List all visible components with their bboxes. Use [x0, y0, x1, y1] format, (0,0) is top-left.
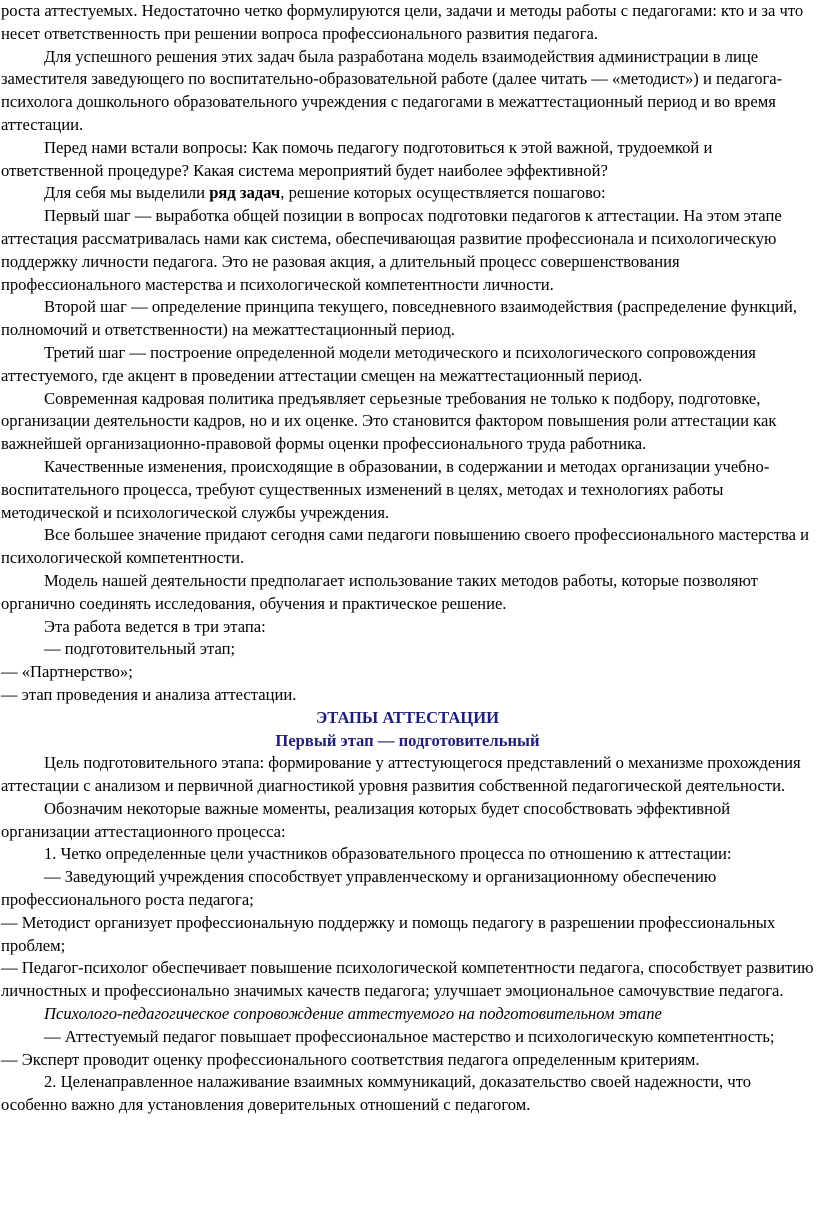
list-item: — Аттестуемый педагог повышает профессиональное мастерство и психологическую компетентность; — [44, 1026, 775, 1046]
subsection-heading: Первый этап — подготовительный — [275, 730, 540, 750]
paragraph: роста аттестуемых. Недостаточно четко формулируются цели, задачи и методы работы с педагогами: кто и за что несет ответственность при решении вопроса профессионального развития педагога. — [1, 1, 804, 43]
paragraph: Цель подготовительного этапа: формирование у аттестующегося представлений о механизме прохождения аттестации с анализом и первичной диагностикой уровня развития собственной педагогической деятельности. — [1, 753, 801, 796]
list-item: — «Партнерство»; — [1, 662, 133, 682]
bold-text: ряд задач — [209, 183, 281, 203]
paragraph: Модель нашей деятельности предполагает использование таких методов работы, которые позволяют органично соединять исследования, обучения и практическое решение. — [1, 570, 758, 613]
text: Для себя мы выделили — [44, 183, 210, 203]
paragraph: Перед нами встали вопросы: Как помочь педагогу подготовиться к этой важной, трудоемкой и ответственной процедуре? Какая система мероприятий будет наиболее эффективной? — [1, 137, 713, 180]
text: , решение которых осуществляется пошагово: — [280, 183, 606, 203]
list-item: — Педагог-психолог обеспечивает повышение психологической компетентности педагога, способствует развитию личностных и профессионально значимых качеств педагога; улучшает эмоциональное самочувствие педагога. — [1, 958, 814, 1001]
paragraph: Первый шаг — выработка общей позиции в вопросах подготовки педагогов к аттестации. На этом этапе аттестация рассматривалась нами как система, обеспечивающая развитие профессионала и психологическую поддержку личности педагога. Это не разовая акция, а длительный процесс совершенствования профессионального мастерства и психологической компетентности личности. — [1, 206, 782, 294]
paragraph: Качественные изменения, происходящие в образовании, в содержании и методах организации учебно-воспитательного процесса, требуют существенных изменений в целях, методах и технологиях работы методической и психологической службы учреждения. — [1, 456, 770, 522]
paragraph: Современная кадровая политика предъявляет серьезные требования не только к подбору, подготовке, организации деятельности кадров, но и их оценке. Это становится фактором повышения роли аттестации как важнейшей организационно-правовой формы оценки профессионального труда работника. — [1, 388, 777, 454]
paragraph: Обозначим некоторые важные моменты, реализация которых будет способствовать эффективной организации аттестационного процесса: — [1, 798, 731, 841]
list-item: — Методист организует профессиональную поддержку и помощь педагогу в разрешении профессиональных проблем; — [1, 912, 776, 955]
paragraph: Для успешного решения этих задач была разработана модель взаимодействия администрации в лице заместителя заведующего по воспитательно-образовательной работе (далее читать — «методист») и педагога-психолога дошкольного образовательного учреждения с педагогами в межаттестационный период и во время аттестации. — [1, 46, 783, 134]
paragraph: Все большее значение придают сегодня сами педагоги повышению своего профессионального мастерства и психологической компетентности. — [1, 525, 810, 568]
paragraph: Эта работа ведется в три этапа: — [44, 616, 266, 636]
list-item: — Заведующий учреждения способствует управленческому и организационному обеспечению профессионального роста педагога; — [1, 867, 717, 910]
paragraph: 1. Четко определенные цели участников образовательного процесса по отношению к аттестации: — [44, 844, 732, 864]
paragraph-tasks — [1, 182, 814, 205]
list-item: — Эксперт проводит оценку профессионального соответствия педагога определенным критериям. — [1, 1049, 700, 1069]
list-item: — подготовительный этап; — [44, 639, 236, 659]
italic-heading: Психолого-педагогическое сопровождение аттестуемого на подготовительном этапе — [44, 1004, 662, 1024]
list-item: — этап проведения и анализа аттестации. — [1, 684, 297, 704]
paragraph: 2. Целенаправленное налаживание взаимных коммуникаций, доказательство своей надежности, что особенно важно для установления доверительных отношений с педагогом. — [1, 1072, 752, 1115]
paragraph: Второй шаг — определение принципа текущего, повседневного взаимодействия (распределение функций, полномочий и ответственности) на межаттестационный период. — [1, 297, 798, 340]
section-heading: ЭТАПЫ АТТЕСТАЦИИ — [315, 707, 500, 727]
paragraph: Третий шаг — построение определенной модели методического и психологического сопровождения аттестуемого, где акцент в проведении аттестации смещен на межаттестационный период. — [1, 342, 756, 385]
